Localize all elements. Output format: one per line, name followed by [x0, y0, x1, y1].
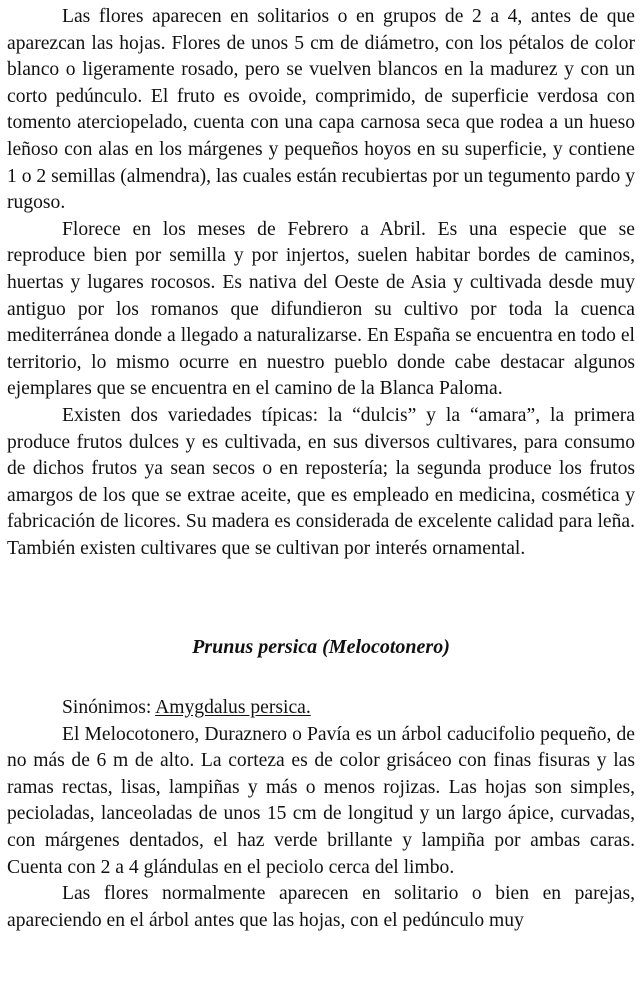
paragraph-flowering: Florece en los meses de Febrero a Abril. Es una especie que se reproduce bien por semilla y por injertos, suelen habitar bordes de caminos, huertas y lugares rocosos. Es nativa del Oeste de Asia y cultivada desde muy antiguo por los romanos que difundieron su cultivo por toda la cuenca mediterránea donde a llegado a naturalizarse. En España se encuentra en todo el territorio, lo mismo ocurre en nuestro pueblo donde cabe destacar algunos ejemplares que se encuentra en el camino de la Blanca Paloma.: [7, 218, 635, 400]
paragraph-flowers-persica: Las flores normalmente aparecen en solitario o bien en parejas, apareciendo en el árbol antes que las hojas, con el pedúnculo muy: [7, 883, 635, 931]
synonyms-value: Amygdalus persica.: [155, 697, 311, 719]
synonyms-line: [7, 695, 635, 722]
paragraph-flowers: Las flores aparecen en solitarios o en grupos de 2 a 4, antes de que aparezcan las hojas. Flores de unos 5 cm de diámetro, con los pétalos de color blanco o ligeramente rosado, pero se vuelven blancos en la madurez y con un corto pedúnculo. El fruto es ovoide, comprimido, de superficie verdosa con tomento aterciopelado, cuenta con una capa carnosa seca que rodea a un hueso leñoso con alas en los márgenes y pequeños hoyos en su superficie, y contiene 1 o 2 semillas (almendra), las cuales están recubiertas por un tegumento pardo y rugoso.: [7, 6, 635, 214]
paragraph-varieties: Existen dos variedades típicas: la “dulcis” y la “amara”, la primera produce frutos dulces y es cultivada, en sus diversos cultivares, para consumo de dichos frutos ya sean secos o en repostería; la segunda produce los frutos amargos de los que se extrae aceite, que es empleado en medicina, cosmética y fabricación de licores. Su madera es considerada de excelente calidad para leña. También existen cultivares que se cultivan por interés ornamental.: [7, 404, 635, 559]
section-title: Prunus persica (Melocotonero): [192, 636, 450, 659]
title-spacer: [7, 661, 635, 695]
synonyms-label: Sinónimos:: [62, 697, 156, 719]
document-page: [7, 4, 635, 934]
paragraph-description: El Melocotonero, Duraznero o Pavía es un árbol caducifolio pequeño, de no más de 6 m de alto. La corteza es de color grisáceo con finas fisuras y las ramas rectas, lisas, lampiñas y más o menos rojizas. Las hojas son simples, pecioladas, lanceoladas de unos 15 cm de longitud y un largo ápice, curvadas, con márgenes dentados, el haz verde brillante y lampiña por ambas caras. Cuenta con 2 a 4 glándulas en el peciolo cerca del limbo.: [7, 723, 635, 878]
section-spacer: [7, 562, 635, 634]
